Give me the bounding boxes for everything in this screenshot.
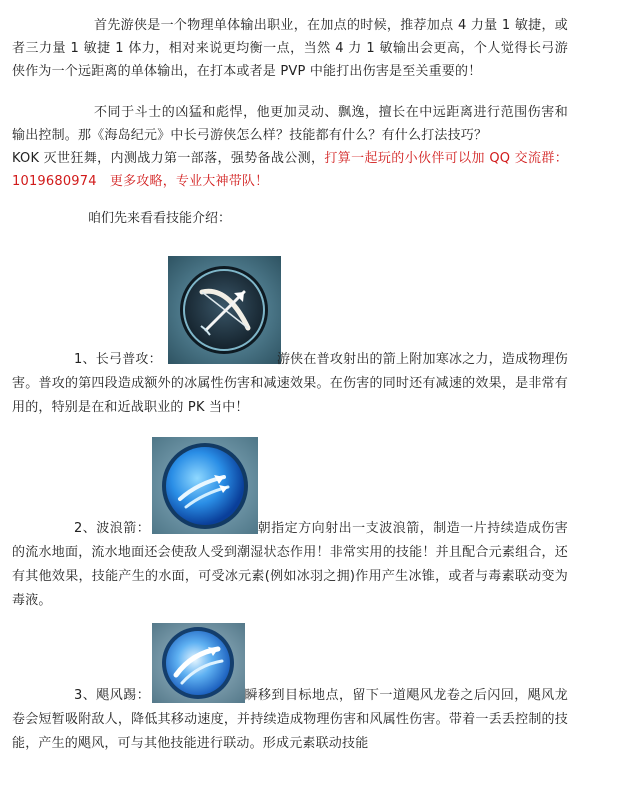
skill-1-label: 1、长弓普攻：: [74, 352, 162, 367]
skill-2-block: [12, 517, 568, 613]
skills-intro-heading: 咱们先来看看技能介绍：: [88, 211, 232, 226]
guild-ad-text: KOK 灭世狂舞，内测战力第一部落，强势备战公测，: [12, 151, 325, 166]
skill-2-label: 2、波浪箭：: [74, 521, 151, 536]
skill-1-block: [12, 348, 568, 420]
qq-group-ad-text: 打算一起玩的小伙伴可以加 QQ 交流群：1019680974 更多攻略，专业大神带队！: [12, 151, 568, 189]
paragraph-class-intro: [12, 101, 568, 193]
skill-2-description: 朝指定方向射出一支波浪箭，制造一片持续造成伤害的流水地面，流水地面还会使敌人受到潮湿状态作用！非常实用的技能！并且配合元素组合，还有其他效果，技能产生的水面，可受冰元素(例如冰羽之拥)作用产生冰锥，或者与毒素联动变为毒液。: [12, 521, 568, 608]
skill-3-description: 瞬移到目标地点，留下一道飓风龙卷之后闪回，飓风龙卷会短暂吸附敌人，降低其移动速度，并持续造成物理伤害和风属性伤害。带着一丢丢控制的技能，产生的飓风，可与其他技能进行联动。形成元素联动技能: [12, 688, 568, 751]
skill-3-block: [12, 684, 568, 756]
paragraph-build-advice: 首先游侠是一个物理单体输出职业，在加点的时候，推荐加点 4 力量 1 敏捷，或者三力量 1 敏捷 1 体力，相对来说更均衡一点，当然 4 力 1 敏输出会更高，个人觉得长弓游侠作为一个远距离的单体输出，在打本或者是 PVP 中能打出伤害是至关重要的！: [12, 18, 568, 79]
skill-1-description: 游侠在普攻射出的箭上附加寒冰之力，造成物理伤害。普攻的第四段造成额外的冰属性伤害和减速效果。在伤害的同时还有减速的效果，是非常有用的，特别是在和近战职业的 PK 当中！: [12, 352, 569, 415]
skill-3-label: 3、飓风踢：: [74, 688, 151, 703]
class-intro-text: 不同于斗士的凶猛和彪悍，他更加灵动、飘逸，擅长在中远距离进行范围伤害和输出控制。那《海岛纪元》中长弓游侠怎么样？技能都有什么？有什么打法技巧？: [12, 105, 568, 143]
